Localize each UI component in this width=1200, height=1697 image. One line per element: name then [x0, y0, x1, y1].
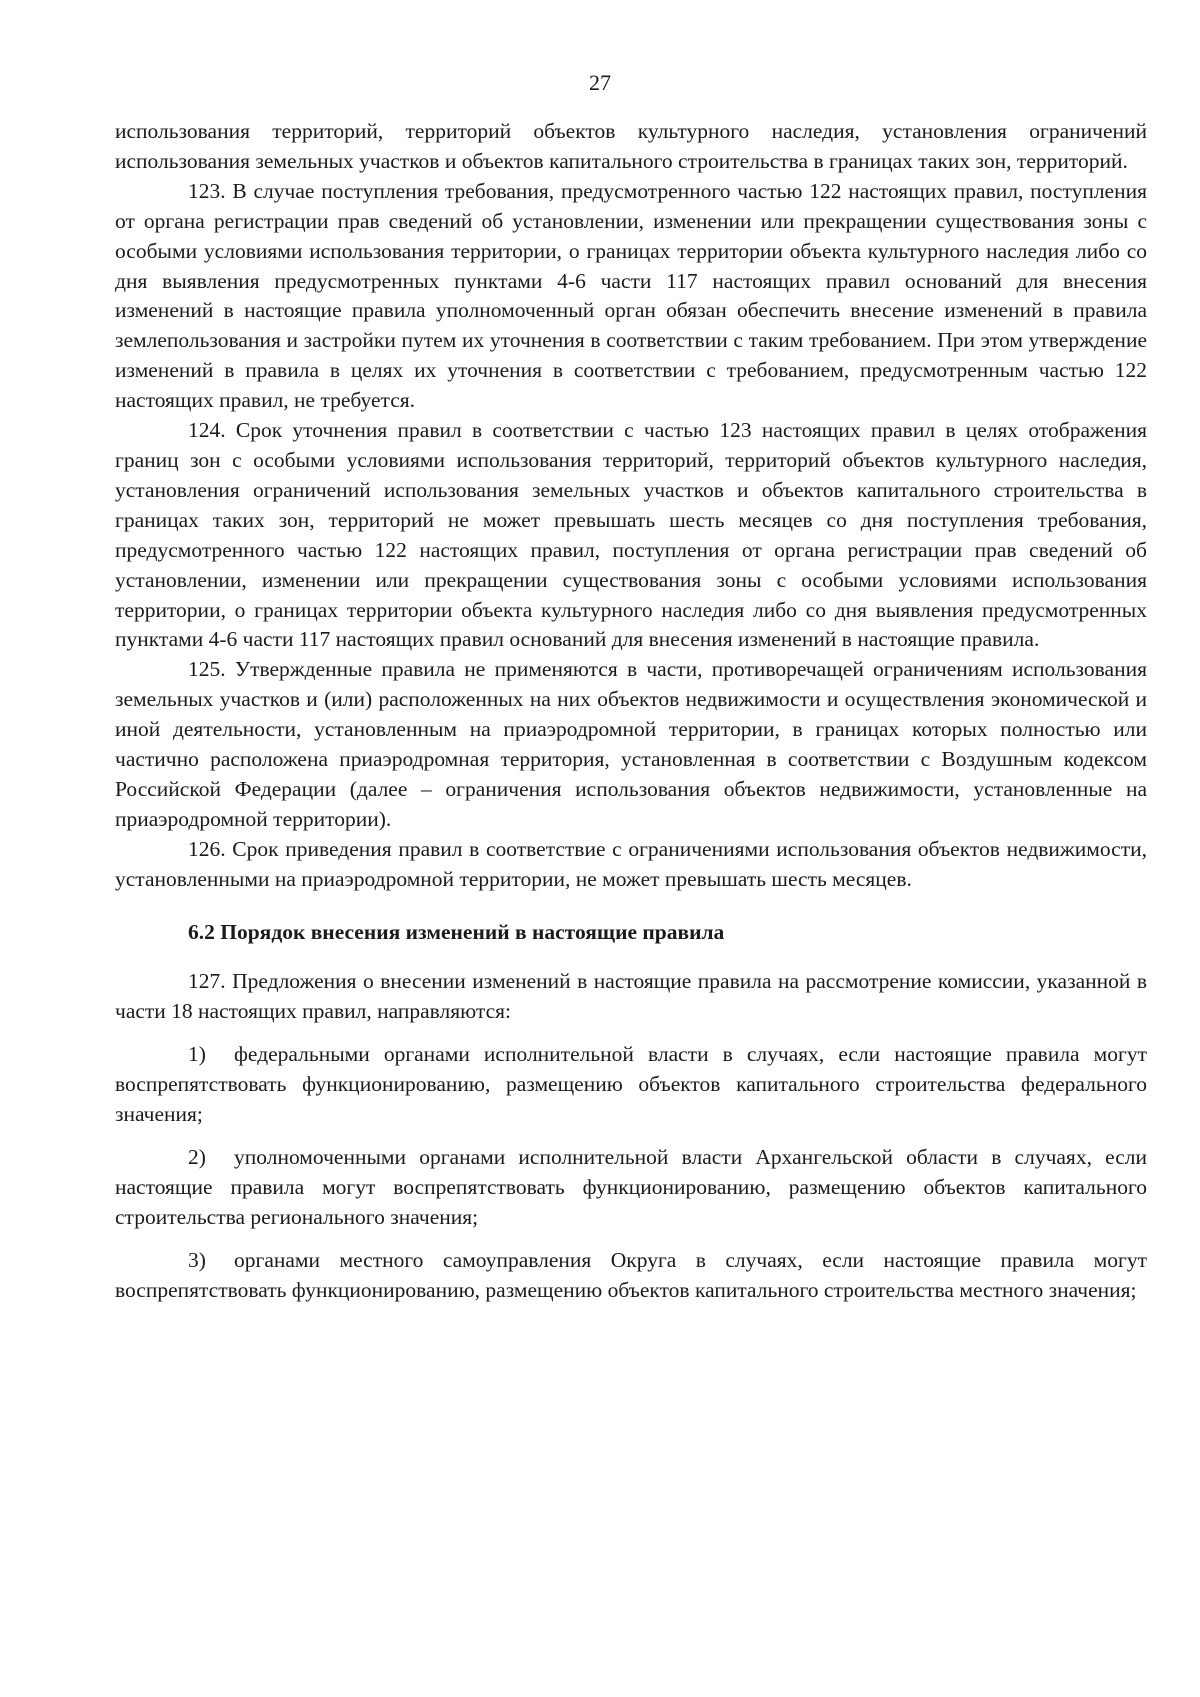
paragraph-123: 123. В случае поступления требования, предусмотренного частью 122 настоящих правил, поступления от органа регистрации прав сведений об установлении, изменении или прекращении существования зоны с особыми условиями использования территории, о границах территории объекта культурного наследия либо со дня выявления предусмотренных пунктами 4-6 части 117 настоящих правил оснований для внесения изменений в настоящие правила уполномоченный орган обязан обеспечить внесение изменений в правила землепользования и застройки путем их уточнения в соответствии с таким требованием. При этом утверждение изменений в правила в целях их уточнения в соответствии с требованием, предусмотренным частью 122 настоящих правил, не требуется. — [115, 178, 1147, 413]
paragraph-124: 124. Срок уточнения правил в соответствии с частью 123 настоящих правил в целях отображения границ зон с особыми условиями использования территорий, территорий объектов культурного наследия, установления ограничений использования земельных участков и объектов капитального строительства в границах таких зон, территорий не может превышать шесть месяцев со дня поступления требования, предусмотренного частью 122 настоящих правил, поступления от органа регистрации прав сведений об установлении, изменении или прекращении существования зоны с особыми условиями использования территории, о границах территории объекта культурного наследия либо со дня выявления предусмотренных пунктами 4-6 части 117 настоящих правил оснований для внесения изменений в настоящие правила. — [115, 418, 1147, 652]
list-item-3 — [115, 1246, 1147, 1306]
section-heading: 6.2 Порядок внесения изменений в настоящие правила — [188, 919, 725, 944]
list-item-number: 3) — [188, 1247, 206, 1272]
page-number: 27 — [589, 70, 611, 95]
list-item-1 — [115, 1040, 1147, 1130]
paragraph-127: 127. Предложения о внесении изменений в настоящие правила на рассмотрение комиссии, указанной в части 18 настоящих правил, направляются: — [115, 969, 1147, 1024]
paragraph-125: 125. Утвержденные правила не применяются в части, противоречащей ограничениям использования земельных участков и (или) расположенных на них объектов недвижимости и осуществления экономической и иной деятельности, установленным на приаэродромной территории, в границах которых полностью или частично расположена приаэродромная территория, установленная в соответствии с Воздушным кодексом Российской Федерации (далее – ограничения использования объектов недвижимости, установленные на приаэродромной территории). — [115, 657, 1147, 831]
list-item-text: федеральными органами исполнительной власти в случаях, если настоящие правила могут воспрепятствовать функционированию, размещению объектов капитального строительства федерального значения; — [115, 1042, 1147, 1127]
list-item-text: органами местного самоуправления Округа в случаях, если настоящие правила могут воспрепятствовать функционированию, размещению объектов капитального строительства местного значения; — [115, 1247, 1147, 1302]
paragraph-126: 126. Срок приведения правил в соответствие с ограничениями использования объектов недвижимости, установленными на приаэродромной территории, не может превышать шесть месяцев. — [115, 836, 1147, 891]
list-item-2 — [115, 1143, 1147, 1233]
paragraph-continuation: использования территорий, территорий объектов культурного наследия, установления ограничений использования земельных участков и объектов капитального строительства в границах таких зон, территорий. — [115, 119, 1147, 173]
list-item-number: 1) — [188, 1042, 206, 1067]
document-body — [115, 117, 1147, 1306]
list-item-text: уполномоченными органами исполнительной власти Архангельской области в случаях, если настоящие правила могут воспрепятствовать функционированию, размещению объектов капитального строительства регионального значения; — [115, 1145, 1147, 1229]
list-item-number: 2) — [188, 1145, 206, 1169]
